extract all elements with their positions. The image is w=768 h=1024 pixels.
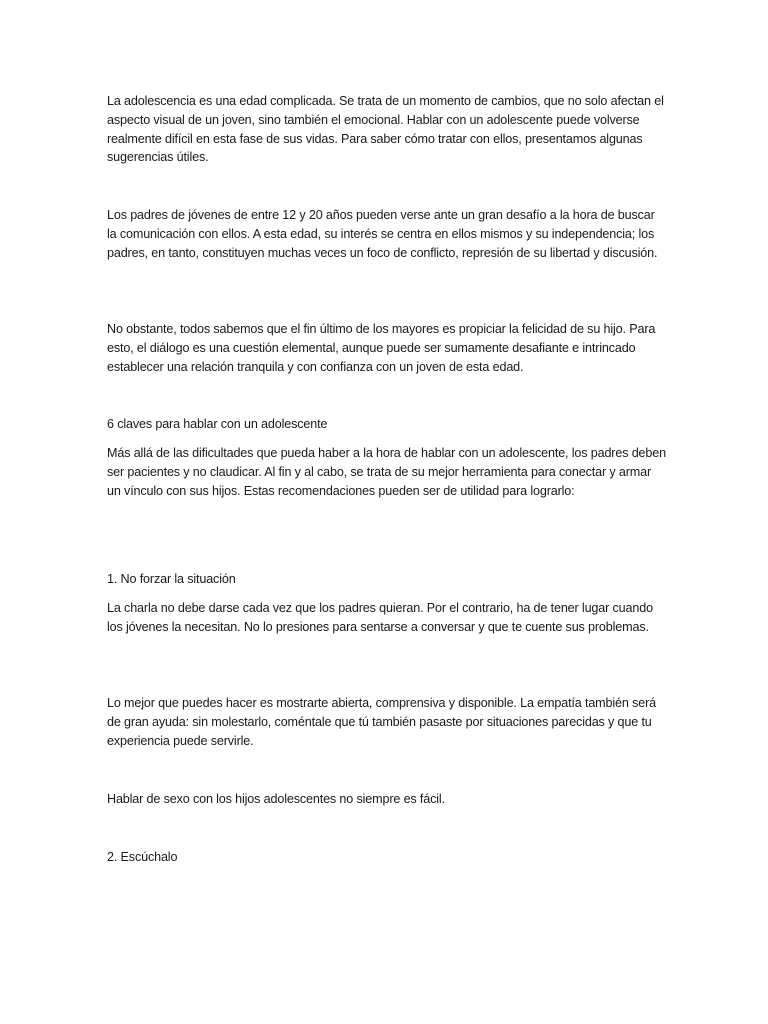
- sex-talk-line: Hablar de sexo con los hijos adolescentes no siempre es fácil.: [107, 792, 445, 806]
- empathy-paragraph: Lo mejor que puedes hacer es mostrarte abierta, comprensiva y disponible. La empatía también será de gran ayuda: sin molestarlo, coméntale que tú también pasaste por situaciones parecidas y que tu experiencia puede servirle.: [107, 696, 656, 748]
- recommendations-paragraph: Más allá de las dificultades que pueda haber a la hora de hablar con un adolescente, los padres deben ser pacientes y no claudicar. Al fin y al cabo, se trata de su mejor herramienta para conectar y armar un vínculo con sus hijos. Estas recomendaciones pueden ser de utilidad para lograrlo:: [107, 446, 666, 498]
- tip-1-heading: 1. No forzar la situación: [107, 572, 236, 586]
- parents-paragraph: Los padres de jóvenes de entre 12 y 20 años pueden verse ante un gran desafío a la hora de buscar la comunicación con ellos. A esta edad, su interés se centra en ellos mismos y su independencia; los padres, en tanto, constituyen muchas veces un foco de conflicto, represión de su libertad y discusión.: [107, 208, 658, 260]
- tip-2-heading: 2. Escúchalo: [107, 850, 178, 864]
- intro-paragraph: La adolescencia es una edad complicada. Se trata de un momento de cambios, que no solo afectan el aspecto visual de un joven, sino también el emocional. Hablar con un adolescente puede volverse realmente difícil en esta fase de sus vidas. Para saber cómo tratar con ellos, presentamos algunas sugerencias útiles.: [107, 94, 664, 165]
- dialogue-paragraph: No obstante, todos sabemos que el fin último de los mayores es propiciar la felicidad de su hijo. Para esto, el diálogo es una cuestión elemental, aunque puede ser sumamente desafiante e intrincado establecer una relación tranquila y con confianza con un joven de esta edad.: [107, 322, 656, 374]
- section-heading: 6 claves para hablar con un adolescente: [107, 417, 328, 431]
- tip-1-paragraph: La charla no debe darse cada vez que los padres quieran. Por el contrario, ha de tener lugar cuando los jóvenes la necesitan. No lo presiones para sentarse a conversar y que te cuente sus problemas.: [107, 601, 653, 634]
